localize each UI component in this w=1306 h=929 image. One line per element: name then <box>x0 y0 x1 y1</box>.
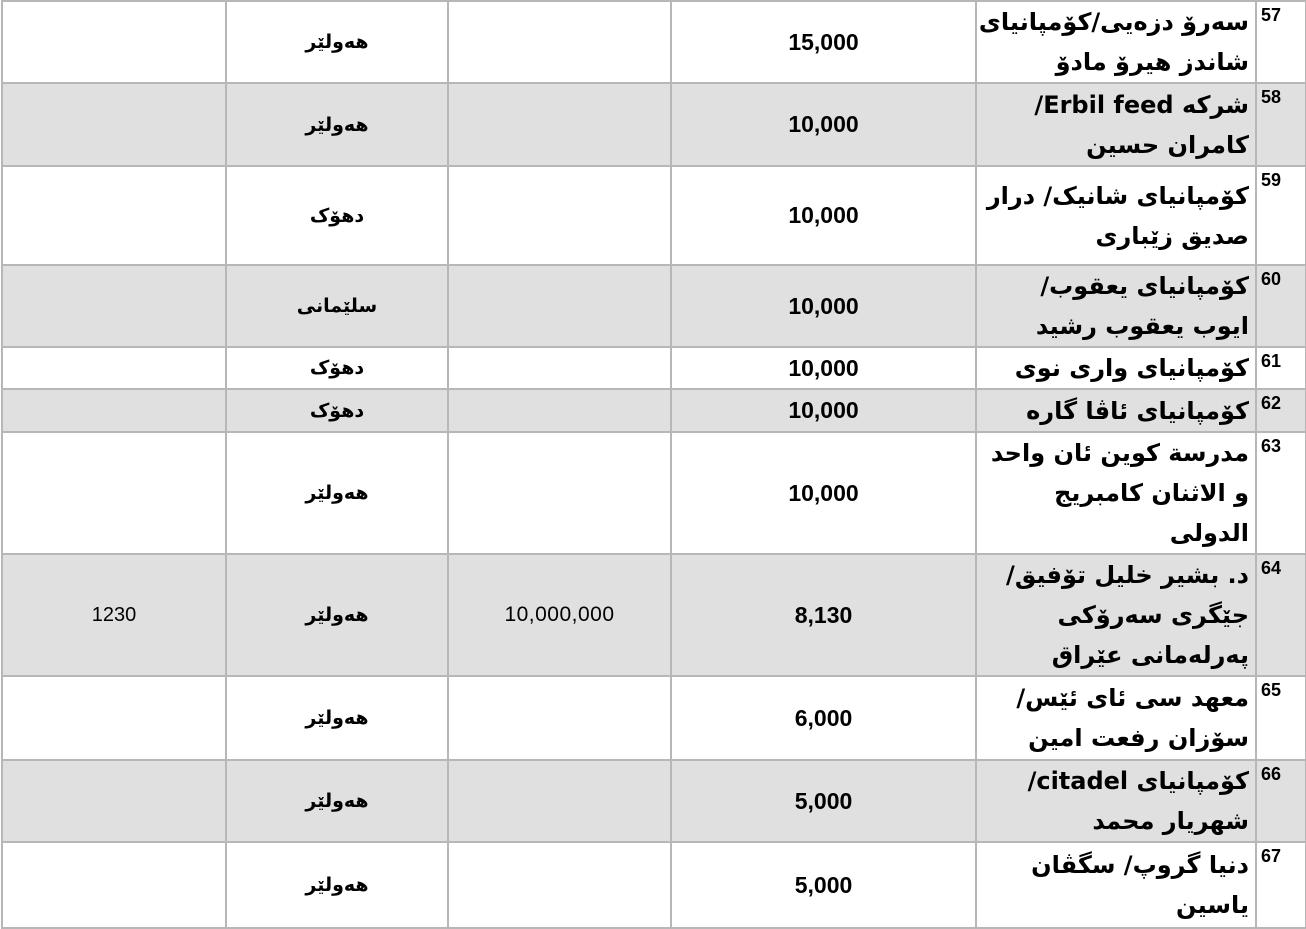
extra-cell <box>2 83 226 166</box>
amount-cell: 8,130 <box>671 554 976 676</box>
donor-name-cell: مدرسة کوین ئان واحد و الاثنان کامبریج الدولی <box>976 432 1256 554</box>
extra-cell <box>2 389 226 432</box>
table-row <box>2 554 1306 676</box>
total-cell <box>448 842 671 928</box>
row-number-cell: 59 <box>1256 166 1306 265</box>
total-cell <box>448 676 671 760</box>
total-cell <box>448 389 671 432</box>
donor-name-cell: کۆمپانیای شانیک/ درار صدیق زێباری <box>976 166 1256 265</box>
row-number-cell: 58 <box>1256 83 1306 166</box>
extra-cell <box>2 432 226 554</box>
extra-cell <box>2 1 226 83</box>
table-row <box>2 1 1306 83</box>
donor-name-cell: د. بشیر خلیل تۆفیق/ جێگری سەرۆکی پەرلەمانی عێراق <box>976 554 1256 676</box>
city-cell: دهۆک <box>226 166 448 265</box>
amount-cell: 5,000 <box>671 760 976 842</box>
amount-cell: 10,000 <box>671 389 976 432</box>
extra-cell: 1230 <box>2 554 226 676</box>
row-number-cell: 62 <box>1256 389 1306 432</box>
amount-cell: 15,000 <box>671 1 976 83</box>
extra-cell <box>2 842 226 928</box>
amount-cell: 10,000 <box>671 166 976 265</box>
city-cell: هەولێر <box>226 83 448 166</box>
row-number-cell: 66 <box>1256 760 1306 842</box>
city-cell: هەولێر <box>226 760 448 842</box>
extra-cell <box>2 760 226 842</box>
donor-name-cell: شرکه Erbil feed/کامران حسین <box>976 83 1256 166</box>
row-number-cell: 63 <box>1256 432 1306 554</box>
city-cell: دهۆک <box>226 389 448 432</box>
table-row <box>2 83 1306 166</box>
donor-name-cell: کۆمپانیای citadel/ شهریار محمد <box>976 760 1256 842</box>
table-row <box>2 432 1306 554</box>
extra-cell <box>2 676 226 760</box>
city-cell: هەولێر <box>226 842 448 928</box>
amount-cell: 10,000 <box>671 432 976 554</box>
donor-name-cell: کۆمپانیای یعقوب/ ایوب یعقوب رشید <box>976 265 1256 347</box>
table-row <box>2 676 1306 760</box>
extra-cell <box>2 347 226 389</box>
amount-cell: 10,000 <box>671 265 976 347</box>
total-cell <box>448 265 671 347</box>
donations-table <box>1 0 1306 929</box>
city-cell: هەولێر <box>226 1 448 83</box>
table-row <box>2 265 1306 347</box>
city-cell: هەولێر <box>226 554 448 676</box>
row-number-cell: 60 <box>1256 265 1306 347</box>
amount-cell: 6,000 <box>671 676 976 760</box>
table-row <box>2 389 1306 432</box>
city-cell: سلێمانی <box>226 265 448 347</box>
row-number-cell: 67 <box>1256 842 1306 928</box>
total-cell <box>448 432 671 554</box>
city-cell: دهۆک <box>226 347 448 389</box>
row-number-cell: 61 <box>1256 347 1306 389</box>
total-cell: 10,000,000 <box>448 554 671 676</box>
donor-name-cell: کۆمپانیای واری نوی <box>976 347 1256 389</box>
table-row <box>2 347 1306 389</box>
table-body <box>2 1 1306 928</box>
row-number-cell: 57 <box>1256 1 1306 83</box>
total-cell <box>448 760 671 842</box>
table-row <box>2 842 1306 928</box>
amount-cell: 10,000 <box>671 83 976 166</box>
city-cell: هەولێر <box>226 676 448 760</box>
total-cell <box>448 83 671 166</box>
extra-cell <box>2 166 226 265</box>
amount-cell: 10,000 <box>671 347 976 389</box>
extra-cell <box>2 265 226 347</box>
donor-name-cell: معهد سی ئای ئێس/ سۆزان رفعت امین <box>976 676 1256 760</box>
total-cell <box>448 166 671 265</box>
row-number-cell: 65 <box>1256 676 1306 760</box>
table-row <box>2 760 1306 842</box>
city-cell: هەولێر <box>226 432 448 554</box>
row-number-cell: 64 <box>1256 554 1306 676</box>
table-row <box>2 166 1306 265</box>
donor-name-cell: سەرۆ دزەیی/کۆمپانیای شاندز هیرۆ مادۆ <box>976 1 1256 83</box>
amount-cell: 5,000 <box>671 842 976 928</box>
donor-name-cell: دنیا گروپ/ سگڤان یاسین <box>976 842 1256 928</box>
total-cell <box>448 347 671 389</box>
total-cell <box>448 1 671 83</box>
donor-name-cell: کۆمپانیای ئاڤا گاره <box>976 389 1256 432</box>
